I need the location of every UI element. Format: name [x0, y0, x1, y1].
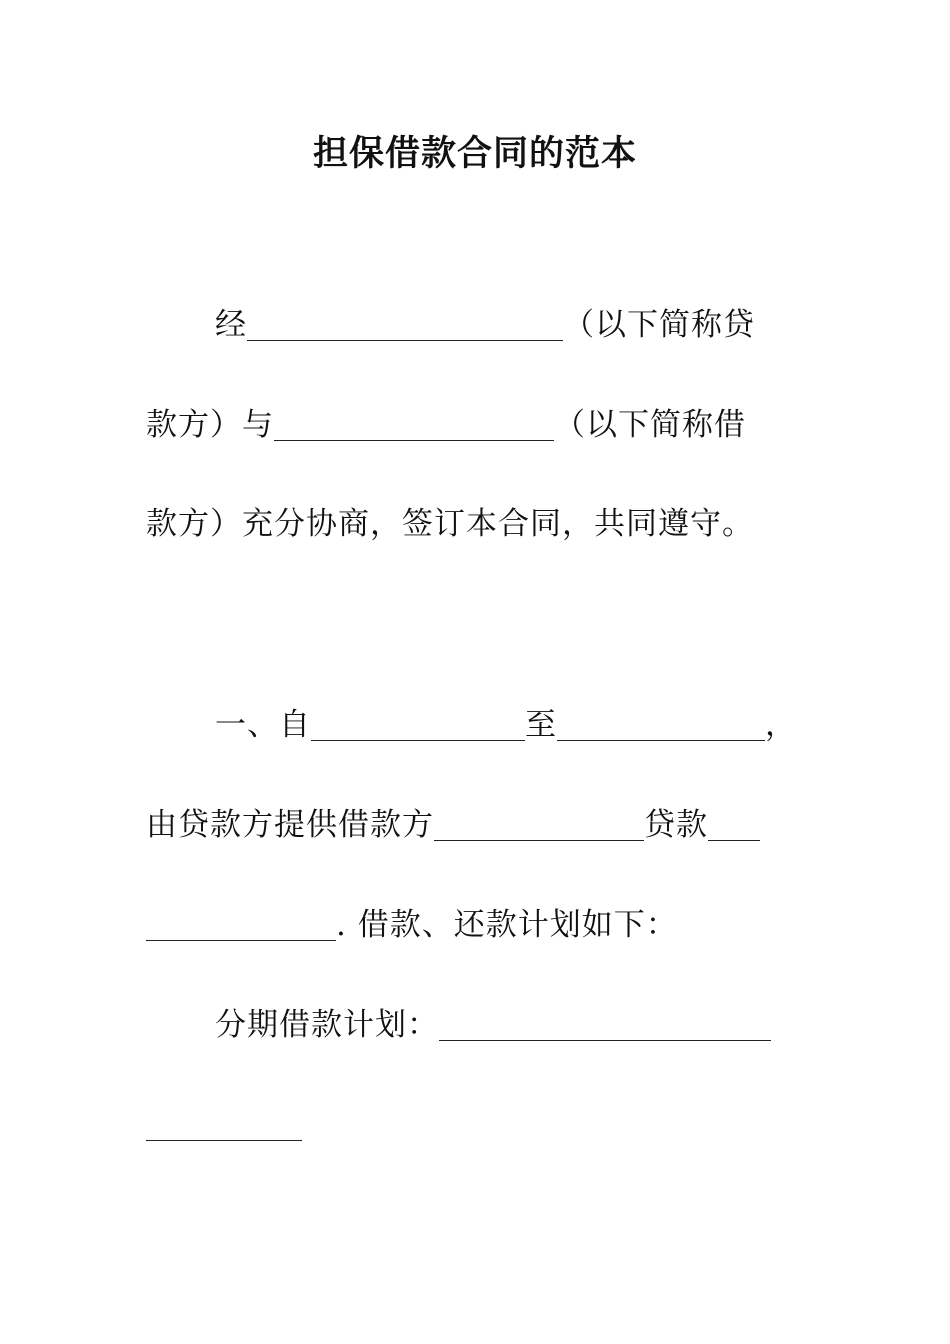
text-segment: 贷款	[644, 807, 708, 843]
text-segment: 款方）与	[146, 407, 274, 443]
text-segment: 分期借款计划：	[215, 1007, 439, 1043]
text-segment: 经	[215, 307, 247, 343]
paragraph-2-line-3	[146, 905, 678, 945]
installment-plan-blank[interactable]	[439, 1010, 771, 1041]
loan-type-blank[interactable]	[434, 810, 644, 841]
paragraph-1-line-2	[146, 405, 746, 445]
loan-amount-blank-start[interactable]	[708, 810, 760, 841]
paragraph-1-line-3: 款方）充分协商，签订本合同，共同遵守。	[146, 506, 754, 542]
paragraph-3-line-2	[146, 1105, 302, 1145]
text-segment: 一、自	[215, 707, 311, 743]
paragraph-2-line-2	[146, 805, 760, 845]
text-segment: 由贷款方提供借款方	[146, 807, 434, 843]
loan-amount-blank-end[interactable]	[146, 910, 336, 941]
paragraph-3-line-1	[215, 1005, 771, 1045]
document-title: 担保借款合同的范本	[312, 133, 637, 174]
lender-name-blank[interactable]	[247, 310, 563, 341]
text-segment: . 借款、还款计划如下：	[336, 907, 678, 943]
borrower-name-blank[interactable]	[274, 410, 554, 441]
installment-plan-blank-continued[interactable]	[146, 1110, 302, 1141]
text-segment: （以下简称借	[554, 407, 746, 443]
end-date-blank[interactable]	[557, 710, 765, 741]
start-date-blank[interactable]	[311, 710, 525, 741]
text-segment: ，	[765, 707, 797, 743]
paragraph-1-line-1	[215, 305, 755, 345]
text-segment: （以下简称贷	[563, 307, 755, 343]
paragraph-2-line-1	[215, 705, 797, 745]
text-segment: 至	[525, 707, 557, 743]
